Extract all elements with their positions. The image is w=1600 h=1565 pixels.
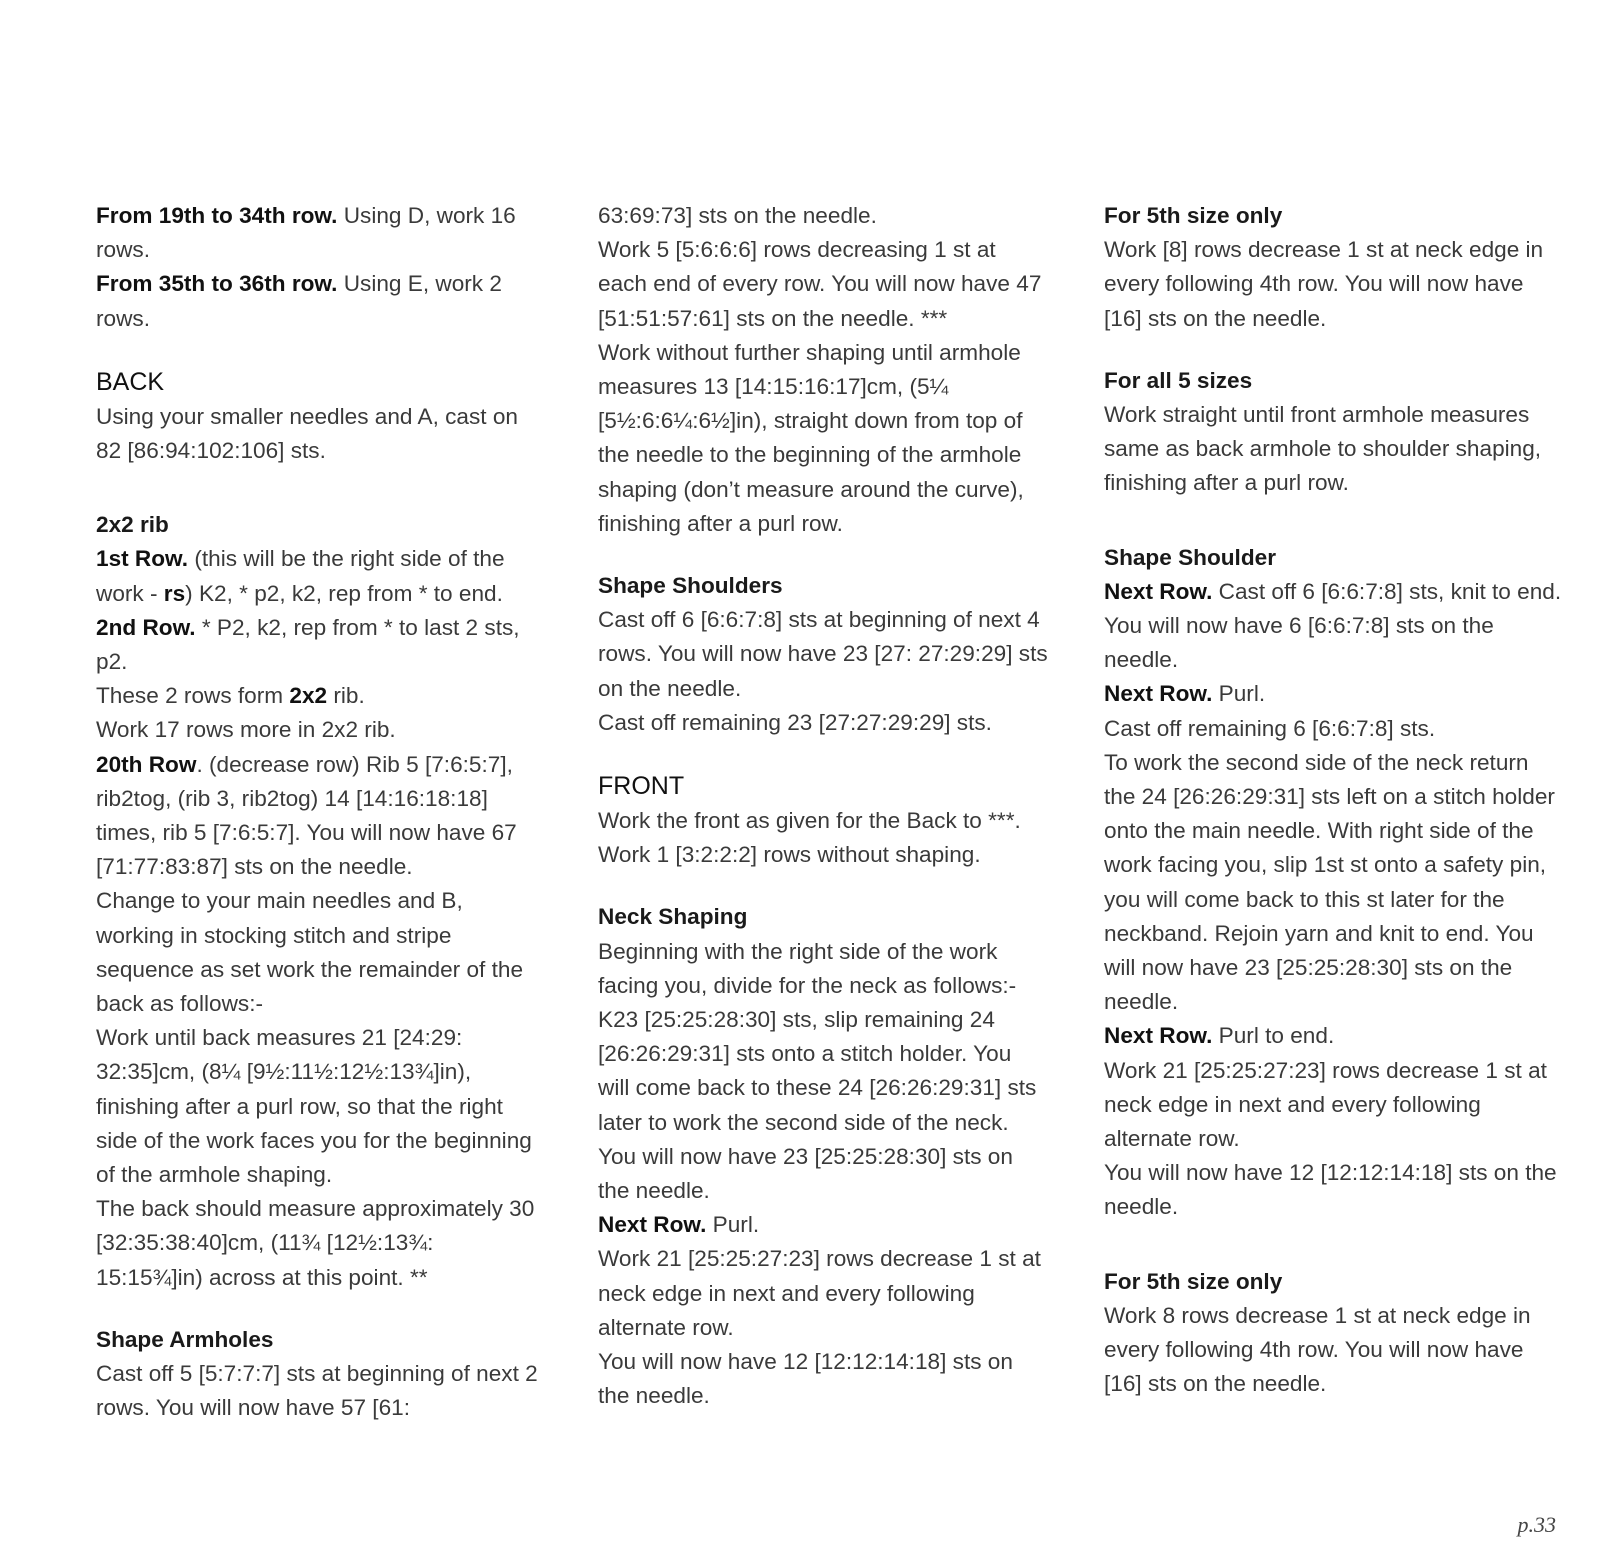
rib-row-2: 2nd Row. * P2, k2, rep from * to last 2 sts, p2.	[96, 614, 520, 675]
work-5: Work 5 [5:6:6:6] rows decreasing 1 st at each end of every row. You will now have 47 [51:51:57:61] sts on the needle. ***	[598, 237, 1042, 331]
work-without: Work without further shaping until armhole measures 13 [14:15:16:17]cm, (5¼ [5½:6:6¼:6½]in), straight down from top of the needle to the beginning of the armhole shaping (don’t measure around the curve), finishing after a purl row.	[598, 339, 1024, 536]
castoff-remaining: Cast off remaining 23 [27:27:29:29] sts.	[598, 709, 992, 735]
work-until: Work until back measures 21 [24:29: 32:35]cm, (8¼ [9½:11½:12½:13¾]in), finishing after a purl row, so that the right side of the work faces you for the beginning of the armhole shaping.	[96, 1025, 532, 1188]
neck-heading: Neck Shaping	[598, 904, 748, 930]
fifth-size-text-1: Work [8] rows decrease 1 st at neck edge in every following 4th row. You will now have [16] sts on the needle.	[1104, 237, 1544, 331]
page-number: p.33	[1517, 1512, 1556, 1537]
rows-35-36: From 35th to 36th row. Using E, work 2 rows.	[96, 271, 502, 331]
column-2	[598, 199, 1048, 1414]
now-have: You will now have 12 [12:12:14:18] sts on the needle.	[1104, 1160, 1557, 1220]
column-1	[96, 199, 546, 1426]
armholes-text: Cast off 5 [5:7:7:7] sts at beginning of next 2 rows. You will now have 57 [61:	[96, 1361, 538, 1421]
next-row-3: Next Row. Purl to end.	[1104, 1023, 1335, 1049]
castoff-remaining: Cast off remaining 6 [6:6:7:8] sts.	[1104, 715, 1436, 741]
now-have: You will now have 12 [12:12:14:18] sts on the needle.	[598, 1349, 1013, 1409]
fifth-size-heading-2: For 5th size only	[1104, 1268, 1283, 1294]
armholes-cont: 63:69:73] sts on the needle.	[598, 203, 877, 228]
neck-text: Beginning with the right side of the work facing you, divide for the neck as follows:- K23 [25:25:28:30] sts, slip remaining 24 [26:26:29:31] sts onto a stitch holder. You will come back to these 24 [26:26:29:31] sts later to work the second side of the neck. You will now have 23 [25:25:28:30] sts on the needle.	[598, 938, 1037, 1204]
next-row-2: Next Row. Purl.	[1104, 681, 1266, 707]
work-17: Work 17 rows more in 2x2 rib.	[96, 717, 396, 743]
work-21: Work 21 [25:25:27:23] rows decrease 1 st at neck edge in next and every following alternate row.	[1104, 1057, 1547, 1152]
rows-19-34: From 19th to 34th row. Using D, work 16 rows.	[96, 203, 516, 263]
front-text: Work the front as given for the Back to ***.	[598, 808, 1021, 834]
row-20: 20th Row. (decrease row) Rib 5 [7:6:5:7], rib2tog, (rib 3, rib2tog) 14 [14:16:18:18] times, rib 5 [7:6:5:7]. You will now have 67 [71:77:83:87] sts on the needle.	[96, 751, 517, 880]
change-needles: Change to your main needles and B, working in stocking stitch and stripe sequence as set work the remainder of the back as follows:-	[96, 888, 524, 1017]
work-1: Work 1 [3:2:2:2] rows without shaping.	[598, 842, 981, 868]
shoulders-text: Cast off 6 [6:6:7:8] sts at beginning of next 4 rows. You will now have 23 [27: 27:29:29] sts on the needle.	[598, 607, 1048, 701]
fifth-size-text-2: Work 8 rows decrease 1 st at neck edge in every following 4th row. You will now have [16] sts on the needle.	[1104, 1302, 1531, 1397]
column-3	[1104, 199, 1564, 1402]
armholes-heading: Shape Armholes	[96, 1326, 274, 1352]
all-sizes-text: Work straight until front armhole measures same as back armhole to shoulder shaping, finishing after a purl row.	[1104, 402, 1542, 496]
next-row-1: Next Row. Cast off 6 [6:6:7:8] sts, knit to end. You will now have 6 [6:6:7:8] sts on the needle.	[1104, 578, 1562, 673]
next-row: Next Row. Purl.	[598, 1212, 760, 1238]
front-heading: FRONT	[598, 772, 685, 801]
work-21: Work 21 [25:25:27:23] rows decrease 1 st at neck edge in next and every following alternate row.	[598, 1246, 1041, 1340]
back-approx: The back should measure approximately 30 [32:35:38:40]cm, (11¾ [12½:13¾: 15:15¾]in) across at this point. **	[96, 1196, 535, 1290]
shoulder-heading: Shape Shoulder	[1104, 544, 1276, 570]
second-side: To work the second side of the neck return the 24 [26:26:29:31] sts left on a stitch holder onto the main needle. With right side of the work facing you, slip 1st st onto a safety pin, you will come back to this st later for the neckband. Rejoin yarn and knit to end. You will now have 23 [25:25:28:30] sts on the needle.	[1104, 749, 1555, 1015]
rib-heading: 2x2 rib	[96, 512, 169, 538]
rib-form: These 2 rows form 2x2 rib.	[96, 683, 365, 709]
all-sizes-heading: For all 5 sizes	[1104, 367, 1253, 393]
back-heading: BACK	[96, 367, 165, 396]
back-intro: Using your smaller needles and A, cast on 82 [86:94:102:106] sts.	[96, 403, 518, 464]
fifth-size-heading-1: For 5th size only	[1104, 203, 1283, 228]
rib-row-1: 1st Row. (this will be the right side of the work - rs) K2, * p2, k2, rep from * to end.	[96, 546, 505, 606]
shoulders-heading: Shape Shoulders	[598, 573, 783, 599]
